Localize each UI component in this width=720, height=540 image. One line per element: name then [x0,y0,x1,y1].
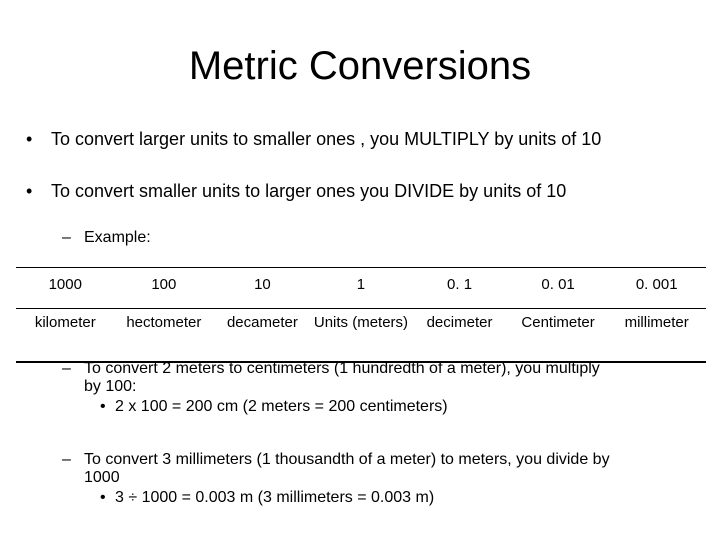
dash-icon: – [62,360,71,377]
bullet-multiply-text: To convert larger units to smaller ones , you MULTIPLY by units of 10 [51,129,602,149]
bullet-icon: • [100,489,106,506]
unit-cell: Centimeter [509,309,608,363]
example-multiply-equation-row [62,398,712,416]
example-divide-line1: To convert 3 millimeters (1 thousandth of a meter) to meters, you divide by [84,451,610,468]
table-row-values [16,268,706,309]
table-row-units [16,309,706,363]
dash-icon: – [62,229,71,246]
example-label: Example: [84,229,151,246]
example-divide-equation: 3 ÷ 1000 = 0.003 m (3 millimeters = 0.003 m) [115,489,435,506]
example-multiply [62,360,712,416]
example-multiply-equation: 2 x 100 = 200 cm (2 meters = 200 centimeters) [115,398,448,415]
bullet-multiply [26,128,601,150]
value-cell: 0. 001 [607,268,706,309]
example-divide-line2: 1000 [84,469,120,486]
example-heading [62,228,151,248]
value-cell: 1 [312,268,411,309]
example-divide [62,451,712,507]
value-cell: 0. 1 [410,268,509,309]
bullet-icon: • [26,181,33,201]
unit-cell: decimeter [410,309,509,363]
bullet-divide-text: To convert smaller units to larger ones you DIVIDE by units of 10 [51,181,567,201]
conversion-table [16,267,706,363]
unit-cell: Units (meters) [312,309,411,363]
unit-cell: millimeter [607,309,706,363]
value-cell: 0. 01 [509,268,608,309]
example-multiply-line1: To convert 2 meters to centimeters (1 hundredth of a meter), you multiply [84,360,600,377]
value-cell: 100 [115,268,214,309]
dash-icon: – [62,451,71,468]
unit-cell: decameter [213,309,312,363]
bullet-icon: • [26,129,33,149]
example-divide-equation-row [62,489,712,507]
bullet-divide [26,180,566,202]
unit-cell: hectometer [115,309,214,363]
value-cell: 10 [213,268,312,309]
example-multiply-line2: by 100: [84,378,137,395]
slide-title: Metric Conversions [188,44,532,88]
value-cell: 1000 [16,268,115,309]
bullet-icon: • [100,398,106,415]
unit-cell: kilometer [16,309,115,363]
